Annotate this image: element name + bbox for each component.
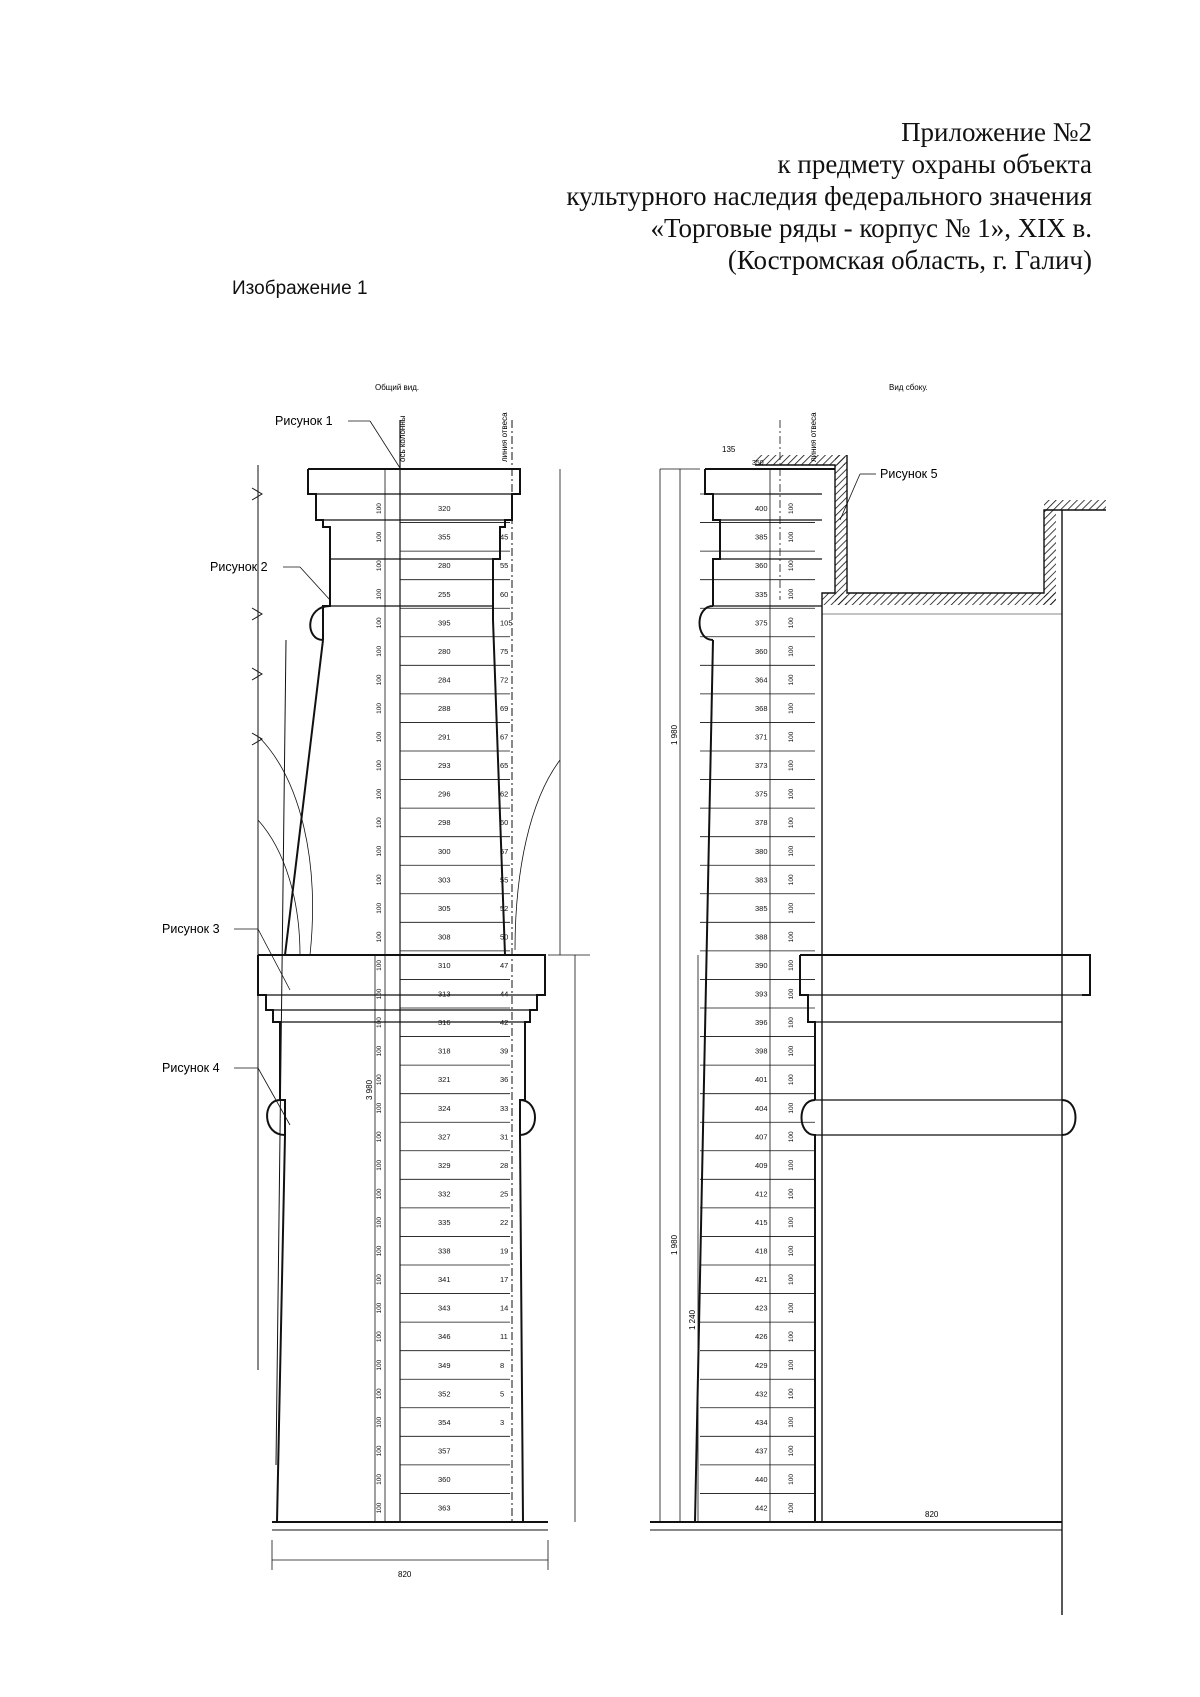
callout-risunok-4: [162, 1061, 290, 1125]
front-step-label: 100: [376, 760, 383, 771]
front-width-label: 354: [438, 1417, 451, 1427]
side-width-label: 426: [755, 1332, 768, 1342]
front-offset-label: 60: [500, 818, 509, 828]
side-bottom-width: 820: [925, 1510, 939, 1519]
side-step-label: 100: [788, 503, 795, 514]
front-step-label: 100: [376, 960, 383, 971]
front-offset-label: 55: [500, 561, 509, 571]
side-width-label: 375: [755, 789, 768, 799]
front-step-label: 100: [376, 703, 383, 714]
front-bottom-width: 820: [398, 1570, 412, 1579]
side-section-lines: [700, 494, 815, 1513]
side-step-label: 100: [788, 674, 795, 686]
side-width-label: 442: [755, 1503, 768, 1513]
side-width-label: 400: [755, 504, 768, 514]
side-step-label: 100: [788, 1416, 795, 1428]
front-width-label: 341: [438, 1275, 451, 1285]
front-width-label: 395: [438, 618, 451, 628]
front-offset-label: 31: [500, 1132, 509, 1142]
side-step-label: 100: [788, 760, 795, 771]
side-width-label: 407: [755, 1132, 768, 1142]
front-plumb-label: линия отвеса: [500, 412, 509, 462]
front-step-label: 100: [376, 531, 383, 543]
side-width-label: 335: [755, 589, 768, 599]
side-width-label: 385: [755, 903, 768, 913]
side-step-label: 100: [788, 1217, 795, 1228]
side-width-label: 378: [755, 818, 768, 828]
side-step-label: 100: [788, 988, 795, 1000]
front-step-label: 100: [376, 1388, 383, 1400]
side-width-label: 398: [755, 1046, 768, 1056]
side-width-label: 360: [755, 646, 768, 656]
side-step-label: 100: [788, 788, 795, 800]
front-width-label: 327: [438, 1132, 451, 1142]
front-step-label: 100: [376, 1188, 383, 1200]
side-view-title: Вид сбоку.: [889, 383, 928, 392]
front-offset-label: 60: [500, 589, 509, 599]
front-offset-label: 39: [500, 1046, 509, 1056]
side-width-label: 373: [755, 761, 768, 771]
side-width-label: 371: [755, 732, 768, 742]
svg-text:Рисунок 4: Рисунок 4: [162, 1061, 220, 1075]
front-step-label: 100: [376, 1474, 383, 1485]
side-step-label: 100: [788, 645, 795, 657]
front-width-label: 284: [438, 675, 451, 685]
front-width-label: 343: [438, 1303, 451, 1313]
front-step-label: 100: [376, 617, 383, 629]
front-step-label: 100: [376, 1159, 383, 1171]
front-section-lines: [376, 494, 513, 1513]
side-width-label: 412: [755, 1189, 768, 1199]
front-step-label: 100: [376, 1359, 383, 1371]
side-step-label: 100: [788, 845, 795, 857]
front-width-label: 357: [438, 1446, 451, 1456]
front-width-label: 324: [438, 1103, 451, 1113]
front-offset-label: 28: [500, 1160, 509, 1170]
side-step-label: 100: [788, 1017, 795, 1028]
front-offset-label: 65: [500, 761, 509, 771]
front-step-label: 100: [376, 1274, 383, 1285]
side-width-label: 360: [755, 561, 768, 571]
side-step-label: 100: [788, 1331, 795, 1343]
front-offset-label: 69: [500, 704, 509, 714]
front-offset-label: 33: [500, 1103, 509, 1113]
svg-text:Рисунок 1: Рисунок 1: [275, 414, 333, 428]
callout-risunok-2: [210, 560, 330, 600]
side-width-label: 440: [755, 1475, 768, 1485]
front-width-label: 321: [438, 1075, 451, 1085]
side-width-label: 396: [755, 1018, 768, 1028]
front-step-label: 100: [376, 902, 383, 914]
side-width-label: 380: [755, 846, 768, 856]
side-width-label: 390: [755, 961, 768, 971]
front-offset-label: 19: [500, 1246, 509, 1256]
front-offset-label: 22: [500, 1218, 509, 1228]
side-step-label: 100: [788, 1445, 795, 1457]
front-width-label: 300: [438, 846, 451, 856]
front-step-label: 100: [376, 845, 383, 857]
front-width-label: 305: [438, 903, 451, 913]
callout-risunok-5: [840, 467, 938, 520]
front-width-label: 291: [438, 732, 451, 742]
front-width-label: 332: [438, 1189, 451, 1199]
front-offset-label: 57: [500, 846, 509, 856]
front-offset-label: 17: [500, 1275, 509, 1285]
side-step-label: 100: [788, 817, 795, 829]
front-width-label: 255: [438, 589, 451, 599]
side-width-label: 432: [755, 1389, 768, 1399]
front-width-label: 363: [438, 1503, 451, 1513]
front-width-label: 308: [438, 932, 451, 942]
front-width-label: 298: [438, 818, 451, 828]
side-dim-1240: 1 240: [688, 1309, 697, 1330]
side-width-label: 375: [755, 618, 768, 628]
side-width-label: 409: [755, 1160, 768, 1170]
front-offset-label: 67: [500, 732, 509, 742]
side-step-label: 100: [788, 1188, 795, 1200]
side-step-label: 100: [788, 1131, 795, 1143]
front-step-label: 100: [376, 1017, 383, 1028]
side-width-label: 388: [755, 932, 768, 942]
front-step-label: 100: [376, 1502, 383, 1514]
front-step-label: 100: [376, 1045, 383, 1057]
front-width-label: 360: [438, 1475, 451, 1485]
front-offset-label: 50: [500, 932, 509, 942]
front-width-label: 280: [438, 646, 451, 656]
front-width-label: 349: [438, 1360, 451, 1370]
svg-text:Рисунок 2: Рисунок 2: [210, 560, 268, 574]
side-width-label: 364: [755, 675, 768, 685]
front-width-label: 316: [438, 1018, 451, 1028]
front-offset-label: 47: [500, 961, 509, 971]
side-step-label: 100: [788, 617, 795, 629]
header-line-subject: к предмету охраны объекта: [777, 149, 1092, 179]
front-offset-label: 55: [500, 875, 509, 885]
side-step-label: 100: [788, 1045, 795, 1057]
front-width-label: 335: [438, 1218, 451, 1228]
front-width-label: 338: [438, 1246, 451, 1256]
front-width-label: 303: [438, 875, 451, 885]
side-step-label: 100: [788, 902, 795, 914]
front-step-label: 100: [376, 1245, 383, 1257]
side-width-label: 423: [755, 1303, 768, 1313]
front-step-label: 100: [376, 817, 383, 829]
side-dim-350: 350: [752, 460, 764, 467]
side-step-label: 100: [788, 1302, 795, 1314]
front-step-label: 100: [376, 1302, 383, 1314]
header-line-location: (Костромская область, г. Галич): [727, 245, 1092, 275]
front-step-label: 100: [376, 503, 383, 514]
side-step-label: 100: [788, 1274, 795, 1285]
svg-text:Рисунок 3: Рисунок 3: [162, 922, 220, 936]
front-step-label: 100: [376, 874, 383, 886]
front-offset-label: 72: [500, 675, 509, 685]
side-dim-1980-lower: 1 980: [670, 1234, 679, 1255]
front-width-label: 288: [438, 704, 451, 714]
side-step-label: 100: [788, 588, 795, 600]
side-step-label: 100: [788, 874, 795, 886]
side-width-label: 385: [755, 532, 768, 542]
front-step-label: 100: [376, 931, 383, 943]
side-width-label: 401: [755, 1075, 768, 1085]
side-step-label: 100: [788, 1474, 795, 1485]
header-line-appendix: Приложение №2: [901, 117, 1092, 147]
side-dim-135: 135: [722, 445, 736, 454]
side-width-label: 421: [755, 1275, 768, 1285]
front-step-label: 100: [376, 560, 383, 572]
front-step-label: 100: [376, 988, 383, 1000]
side-step-label: 100: [788, 1159, 795, 1171]
side-step-label: 100: [788, 1359, 795, 1371]
front-step-label: 100: [376, 788, 383, 800]
side-width-label: 429: [755, 1360, 768, 1370]
front-offset-label: 11: [500, 1332, 508, 1342]
front-step-label: 100: [376, 1331, 383, 1343]
svg-text:Рисунок 5: Рисунок 5: [880, 467, 938, 481]
side-step-label: 100: [788, 731, 795, 743]
side-step-label: 100: [788, 960, 795, 971]
side-step-label: 100: [788, 531, 795, 543]
side-plumb-label: линия отвеса: [809, 412, 818, 462]
front-view: [252, 420, 590, 1570]
side-step-label: 100: [788, 703, 795, 714]
side-step-label: 100: [788, 1388, 795, 1400]
front-width-label: 313: [438, 989, 451, 999]
front-step-label: 100: [376, 1416, 383, 1428]
front-width-label: 320: [438, 504, 451, 514]
side-step-label: 100: [788, 1074, 795, 1086]
front-width-label: 296: [438, 789, 451, 799]
front-width-label: 293: [438, 761, 451, 771]
front-width-label: 355: [438, 532, 451, 542]
header-line-heritage: культурного наследия федерального значения: [566, 181, 1092, 211]
side-step-label: 100: [788, 1102, 795, 1114]
side-view: [650, 420, 1106, 1615]
front-step-label: 100: [376, 1445, 383, 1457]
front-width-label: 352: [438, 1389, 451, 1399]
front-width-label: 310: [438, 961, 451, 971]
front-view-title: Общий вид.: [375, 383, 420, 392]
side-width-label: 368: [755, 704, 768, 714]
side-step-label: 100: [788, 1502, 795, 1514]
front-step-label: 100: [376, 1074, 383, 1086]
side-step-label: 100: [788, 1245, 795, 1257]
front-offset-label: 3: [500, 1417, 505, 1427]
front-offset-label: 8: [500, 1360, 505, 1370]
front-offset-label: 75: [500, 646, 509, 656]
front-offset-label: 42: [500, 1018, 509, 1028]
front-step-label: 100: [376, 1217, 383, 1228]
front-offset-label: 25: [500, 1189, 509, 1199]
side-width-label: 434: [755, 1417, 768, 1427]
image-label: Изображение 1: [232, 278, 368, 299]
side-step-label: 100: [788, 931, 795, 943]
front-offset-label: 45: [500, 532, 509, 542]
front-offset-label: 14: [500, 1303, 509, 1313]
front-offset-label: 5: [500, 1389, 505, 1399]
front-width-label: 318: [438, 1046, 451, 1056]
side-width-label: 437: [755, 1446, 768, 1456]
front-axis-label: ось колонны: [398, 415, 407, 462]
side-dim-1980-upper: 1 980: [670, 724, 679, 745]
side-width-label: 415: [755, 1218, 768, 1228]
front-width-label: 280: [438, 561, 451, 571]
front-step-label: 100: [376, 645, 383, 657]
front-step-label: 100: [376, 588, 383, 600]
side-width-label: 418: [755, 1246, 768, 1256]
side-width-label: 383: [755, 875, 768, 885]
front-step-label: 100: [376, 674, 383, 686]
front-width-label: 346: [438, 1332, 451, 1342]
front-step-label: 100: [376, 731, 383, 743]
front-width-label: 329: [438, 1160, 451, 1170]
front-total-height: 3 980: [365, 1079, 374, 1100]
front-offset-label: 36: [500, 1075, 509, 1085]
header-line-object: «Торговые ряды - корпус № 1», XIX в.: [650, 213, 1092, 243]
front-offset-label: 52: [500, 903, 509, 913]
front-offset-label: 105: [500, 618, 513, 628]
side-step-label: 100: [788, 560, 795, 572]
callout-risunok-1: [275, 414, 400, 468]
front-step-label: 100: [376, 1102, 383, 1114]
side-width-label: 393: [755, 989, 768, 999]
side-width-label: 404: [755, 1103, 768, 1113]
front-step-label: 100: [376, 1131, 383, 1143]
front-offset-label: 62: [500, 789, 509, 799]
front-offset-label: 44: [500, 989, 509, 999]
